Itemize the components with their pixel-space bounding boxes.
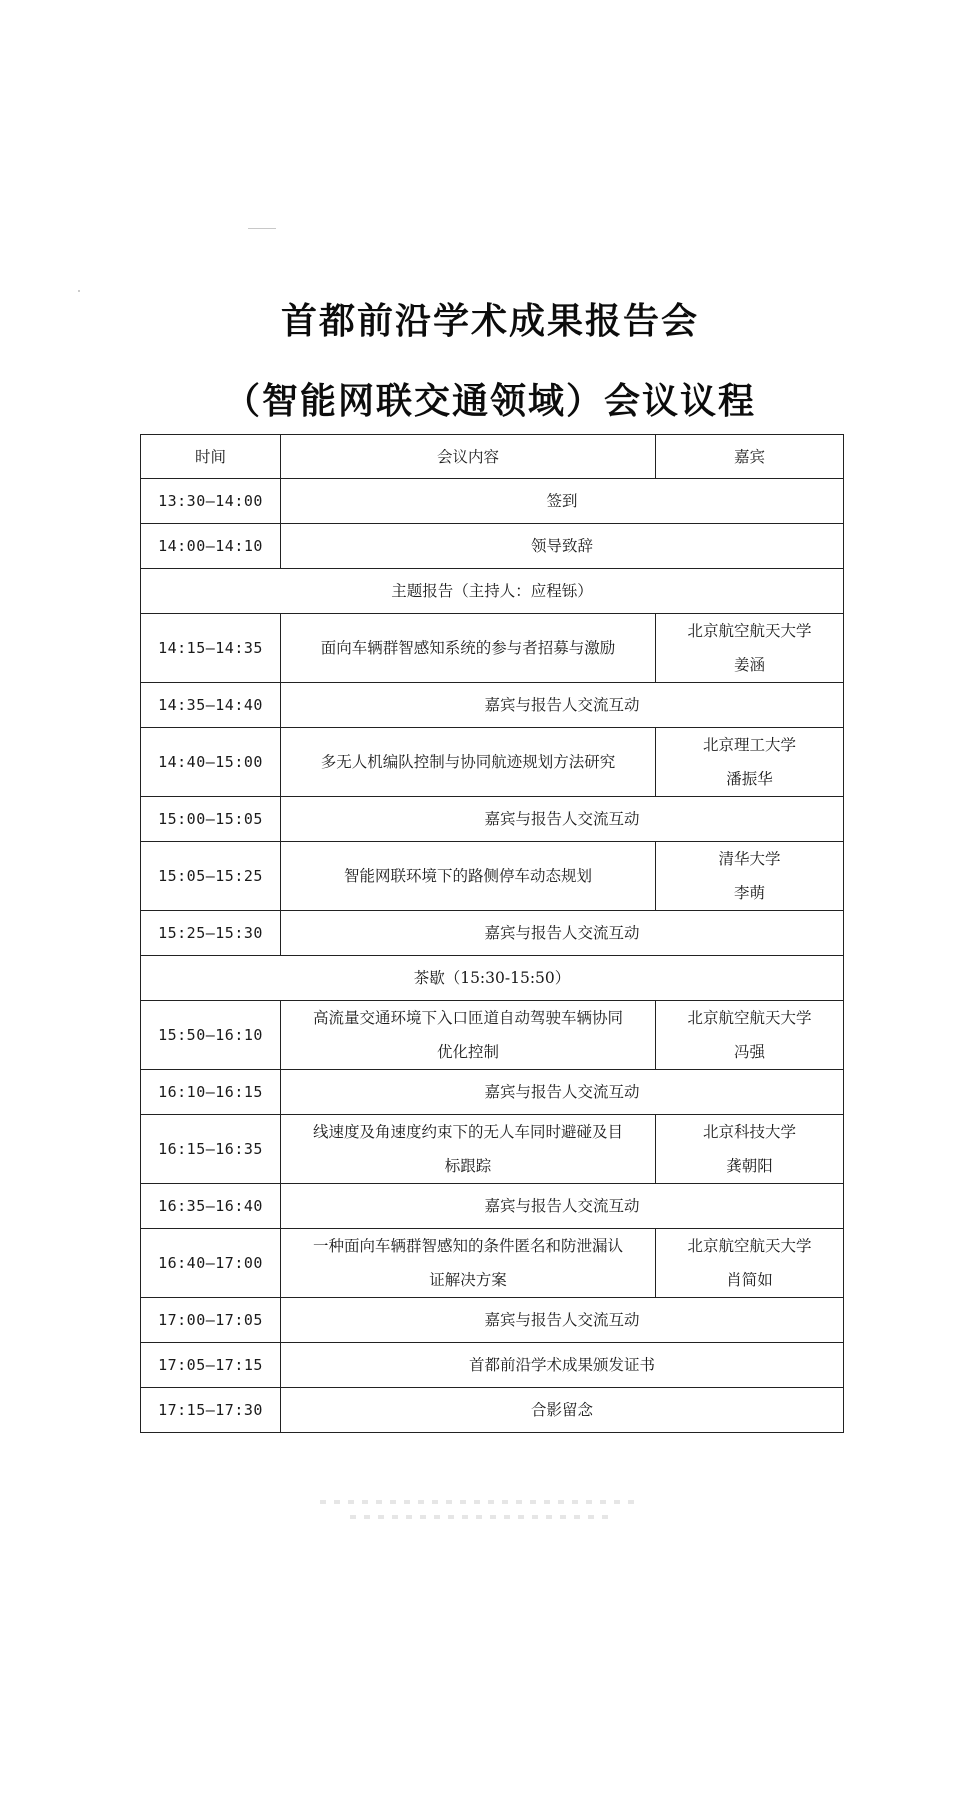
table-row (141, 1184, 844, 1229)
row-guest (656, 728, 844, 797)
row-time: 17:15—17:30 (141, 1388, 281, 1433)
table-row (141, 911, 844, 956)
row-time: 17:05—17:15 (141, 1343, 281, 1388)
row-time: 16:10—16:15 (141, 1070, 281, 1115)
content-line-1: 高流量交通环境下入口匝道自动驾驶车辆协同 (312, 1009, 623, 1027)
table-row (141, 479, 844, 524)
table-row (141, 1229, 844, 1298)
guest-org: 北京航空航天大学 (687, 1009, 812, 1027)
header-time: 时间 (141, 435, 281, 479)
table-row (141, 683, 844, 728)
guest-org: 北京航空航天大学 (687, 1237, 812, 1255)
table-row (141, 842, 844, 911)
table-row (141, 797, 844, 842)
row-content (281, 1001, 656, 1070)
content-line-1: 一种面向车辆群智感知的条件匿名和防泄漏认 (312, 1237, 623, 1255)
table-row (141, 1115, 844, 1184)
row-content: 合影留念 (281, 1388, 844, 1433)
row-content (281, 1229, 656, 1298)
row-time: 16:40—17:00 (141, 1229, 281, 1298)
row-content (281, 1115, 656, 1184)
row-content: 首都前沿学术成果颁发证书 (281, 1343, 844, 1388)
table-row (141, 614, 844, 683)
row-time: 17:00—17:05 (141, 1298, 281, 1343)
section-label: 主题报告（主持人：应程铄） (141, 569, 844, 614)
content-line-1: 线速度及角速度约束下的无人车同时避碰及目 (312, 1123, 623, 1141)
guest-name: 肖简如 (726, 1271, 773, 1289)
scan-artifact-bleed (350, 1515, 610, 1519)
row-guest (656, 842, 844, 911)
guest-org: 北京航空航天大学 (687, 622, 812, 640)
table-row (141, 1343, 844, 1388)
guest-name: 潘振华 (726, 770, 773, 788)
row-time: 15:00—15:05 (141, 797, 281, 842)
guest-org: 清华大学 (718, 850, 781, 868)
section-row (141, 956, 844, 1001)
row-guest (656, 1229, 844, 1298)
row-time: 13:30—14:00 (141, 479, 281, 524)
guest-name: 李萌 (733, 884, 765, 902)
guest-name: 冯强 (733, 1043, 765, 1061)
table-row (141, 524, 844, 569)
section-row (141, 569, 844, 614)
row-time: 14:40—15:00 (141, 728, 281, 797)
title-line-2: （智能网联交通领域）会议议程 (223, 381, 756, 422)
row-guest (656, 1115, 844, 1184)
row-content: 嘉宾与报告人交流互动 (281, 797, 844, 842)
row-time: 14:15—14:35 (141, 614, 281, 683)
table-header-row (141, 435, 844, 479)
guest-org: 北京科技大学 (702, 1123, 796, 1141)
row-time: 16:15—16:35 (141, 1115, 281, 1184)
scan-artifact-line (248, 228, 276, 229)
row-time: 14:35—14:40 (141, 683, 281, 728)
content-line-2: 优化控制 (436, 1043, 499, 1061)
table-row (141, 1070, 844, 1115)
row-time: 14:00—14:10 (141, 524, 281, 569)
row-guest (656, 614, 844, 683)
row-content: 智能网联环境下的路侧停车动态规划 (281, 842, 656, 911)
scan-artifact-bleed (320, 1500, 640, 1504)
table-row (141, 1298, 844, 1343)
table-row (141, 1388, 844, 1433)
guest-name: 龚朝阳 (726, 1157, 773, 1175)
guest-org: 北京理工大学 (702, 736, 796, 754)
row-content: 嘉宾与报告人交流互动 (281, 1070, 844, 1115)
row-content: 嘉宾与报告人交流互动 (281, 683, 844, 728)
row-content: 嘉宾与报告人交流互动 (281, 1184, 844, 1229)
section-label: 茶歇（15:30-15:50） (141, 956, 844, 1001)
content-line-2: 标跟踪 (444, 1157, 492, 1175)
row-content: 领导致辞 (281, 524, 844, 569)
row-content: 面向车辆群智感知系统的参与者招募与激励 (281, 614, 656, 683)
row-content: 多无人机编队控制与协同航迹规划方法研究 (281, 728, 656, 797)
row-time: 15:05—15:25 (141, 842, 281, 911)
header-content: 会议内容 (281, 435, 656, 479)
row-time: 15:25—15:30 (141, 911, 281, 956)
table-row (141, 728, 844, 797)
row-content: 签到 (281, 479, 844, 524)
row-content: 嘉宾与报告人交流互动 (281, 911, 844, 956)
row-time: 15:50—16:10 (141, 1001, 281, 1070)
scan-artifact-dot (78, 290, 80, 292)
agenda-table (140, 434, 844, 1433)
row-content: 嘉宾与报告人交流互动 (281, 1298, 844, 1343)
table-row (141, 1001, 844, 1070)
title-line-1: 首都前沿学术成果报告会 (280, 301, 699, 342)
guest-name: 姜涵 (733, 656, 765, 674)
content-line-2: 证解决方案 (429, 1271, 507, 1289)
row-guest (656, 1001, 844, 1070)
document-title (0, 300, 980, 424)
header-guest: 嘉宾 (656, 435, 844, 479)
row-time: 16:35—16:40 (141, 1184, 281, 1229)
